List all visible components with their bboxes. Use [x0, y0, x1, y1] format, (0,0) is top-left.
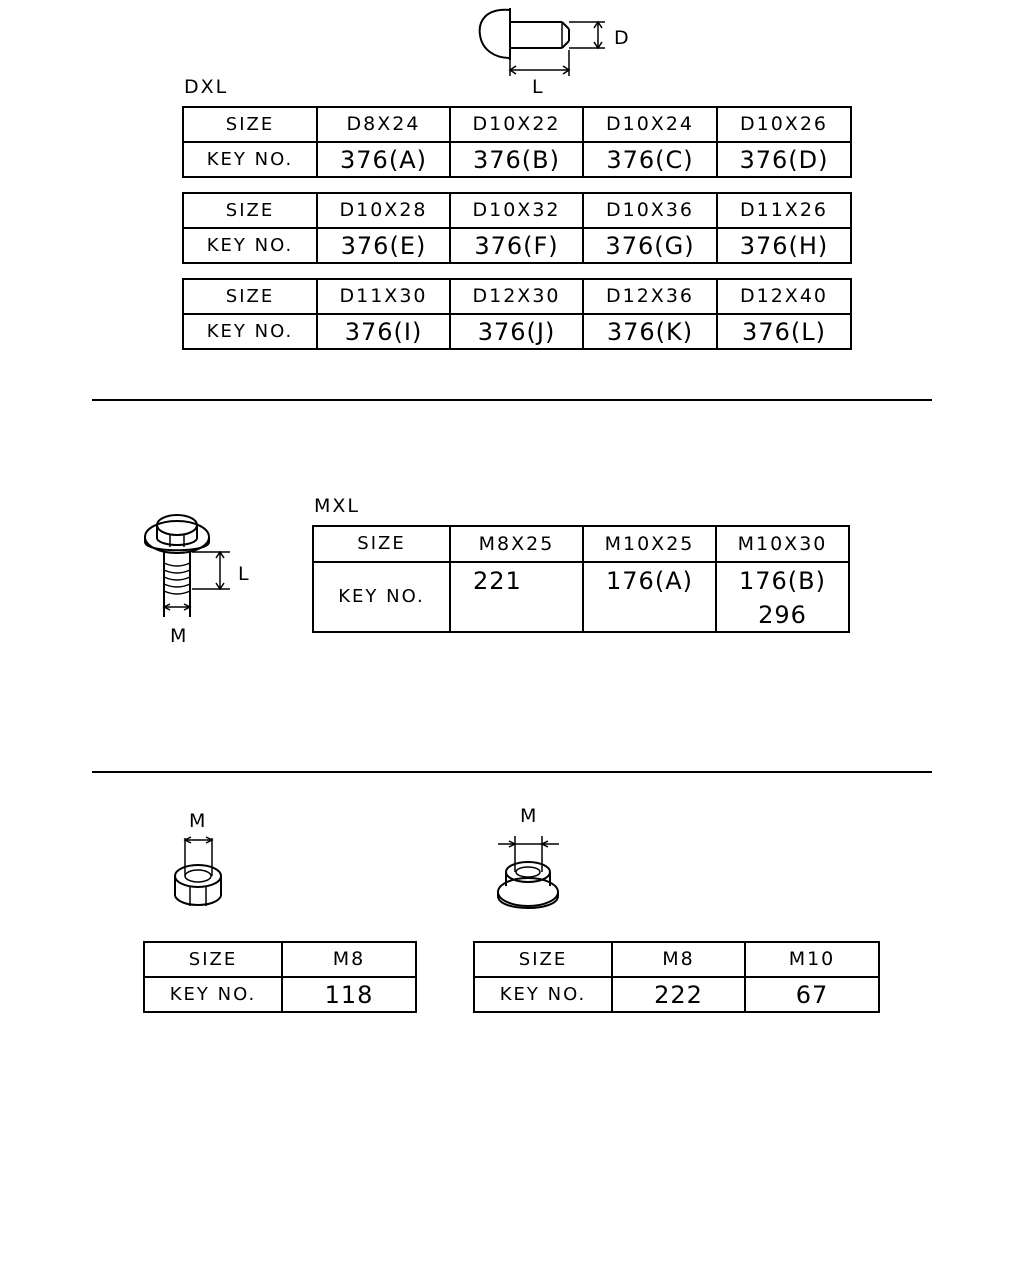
key-no-value: 221	[473, 567, 522, 595]
rivet-l-dim-label: L	[532, 76, 545, 98]
key-no-cell	[583, 562, 716, 632]
key-no-cell: 376(F)	[450, 228, 583, 263]
key-no-cell: 376(D)	[717, 142, 851, 177]
key-no-cell: 376(A)	[317, 142, 450, 177]
section-divider	[92, 399, 932, 401]
size-cell: D12X30	[450, 279, 583, 314]
size-header: SIZE	[183, 279, 317, 314]
key-no-value: 176(B)	[739, 567, 826, 595]
key-no-cell: 376(K)	[583, 314, 717, 349]
size-cell: D10X36	[583, 193, 717, 228]
size-cell: M8	[282, 942, 416, 977]
key-no-cell: 376(E)	[317, 228, 450, 263]
rivet-section-label: DXL	[184, 76, 229, 98]
key-no-cell: 376(G)	[583, 228, 717, 263]
nut-table	[143, 941, 417, 1013]
size-cell: M10	[745, 942, 879, 977]
size-cell: M10X30	[716, 526, 849, 562]
size-cell: M8	[612, 942, 745, 977]
size-header: SIZE	[183, 107, 317, 142]
hex-nut-drawing	[160, 828, 240, 918]
key-no-cell: 376(B)	[450, 142, 583, 177]
key-no-cell: 222	[612, 977, 745, 1012]
bolt-l-dim-label: L	[238, 563, 251, 585]
key-no-cell: 376(I)	[317, 314, 450, 349]
key-no-cell	[450, 562, 583, 632]
size-cell: D12X36	[583, 279, 717, 314]
flange-nut-table	[473, 941, 880, 1013]
size-cell: D12X40	[717, 279, 851, 314]
rivet-table-1	[182, 106, 852, 178]
flange-nut-drawing	[490, 828, 570, 918]
key-no-header: KEY NO.	[474, 977, 612, 1012]
key-no-value: 296	[758, 601, 807, 629]
size-cell: D10X24	[583, 107, 717, 142]
bolt-section-label: MXL	[314, 495, 360, 517]
rivet-drawing	[470, 0, 650, 100]
key-no-cell	[716, 562, 849, 632]
key-no-cell: 67	[745, 977, 879, 1012]
size-cell: D10X22	[450, 107, 583, 142]
size-cell: M10X25	[583, 526, 716, 562]
nut-m-dim-label: M	[189, 810, 208, 832]
key-no-value: 176(A)	[606, 567, 693, 595]
rivet-d-dim-label: D	[614, 27, 631, 49]
size-cell: D8X24	[317, 107, 450, 142]
key-no-cell: 376(J)	[450, 314, 583, 349]
section-divider	[92, 771, 932, 773]
size-cell: D11X30	[317, 279, 450, 314]
bolt-table	[312, 525, 850, 633]
size-cell: D10X32	[450, 193, 583, 228]
flange-nut-m-dim-label: M	[520, 805, 539, 827]
key-no-header: KEY NO.	[183, 142, 317, 177]
size-header: SIZE	[144, 942, 282, 977]
size-header: SIZE	[183, 193, 317, 228]
size-cell: D10X26	[717, 107, 851, 142]
size-cell: D10X28	[317, 193, 450, 228]
key-no-header: KEY NO.	[144, 977, 282, 1012]
rivet-table-2	[182, 192, 852, 264]
key-no-header: KEY NO.	[183, 228, 317, 263]
key-no-cell: 376(H)	[717, 228, 851, 263]
key-no-cell: 118	[282, 977, 416, 1012]
size-header: SIZE	[474, 942, 612, 977]
rivet-table-3	[182, 278, 852, 350]
size-header: SIZE	[313, 526, 450, 562]
size-cell: M8X25	[450, 526, 583, 562]
size-cell: D11X26	[717, 193, 851, 228]
key-no-header: KEY NO.	[183, 314, 317, 349]
bolt-m-dim-label: M	[170, 625, 189, 647]
key-no-header: KEY NO.	[313, 562, 450, 632]
key-no-cell: 376(C)	[583, 142, 717, 177]
key-no-cell: 376(L)	[717, 314, 851, 349]
